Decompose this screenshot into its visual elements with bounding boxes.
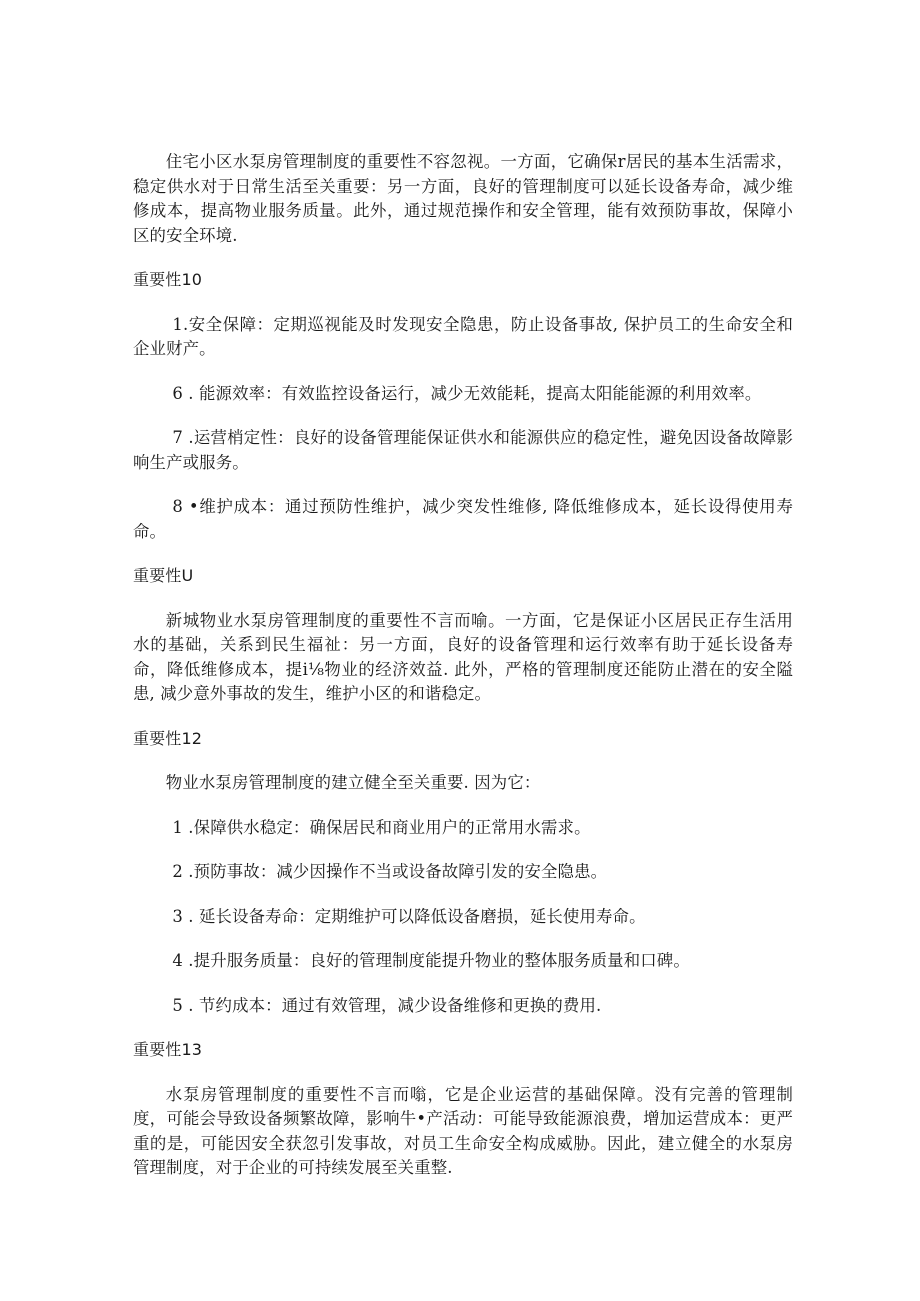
list-item: 8 •维护成本：通过预防性维护，减少突发性维修, 降低维修成本，延长设得使用寿命。: [133, 497, 793, 541]
list-item: 3 . 延长设备寿命：定期维护可以降低设备磨损，延长使用寿命。: [172, 906, 646, 926]
list-item: 5 . 节约成本：通过有效管理，减少设备维修和更换的费用.: [172, 995, 602, 1015]
section-paragraph-12: 物业水泵房管理制度的建立健全至关重要. 因为它：: [165, 773, 541, 792]
section-paragraph-11: 新城物业水泵房管理制度的重要性不言而喻。一方面，它是保证小区居民正存生活用水的基础，关系到民生福祉：另一方面，良好的设备管理和运行效率有助于延长设备寿命，降低维修成本，提i⅛物业的经济效益. 此外，严格的管理制度还能防止潜在的安全隘患, 减少意外事故的发生，维护小区的和谐稳定。: [133, 610, 793, 703]
section-heading-13: 重要性13: [133, 1040, 203, 1059]
section-heading-10: 重要性10: [133, 270, 203, 289]
section-paragraph-13: 水泵房管理制度的重要性不言而嗡，它是企业运营的基础保障。没有完善的管理制度，可能会导致设备频繁故障，影响牛•产活动：可能导致能源浪费，增加运营成本：更严重的是，可能因安全获忽引发事故，对员工生命安全构成威胁。因此，建立健全的水泵房管理制度，对于企业的可持续发展至关重整.: [133, 1084, 793, 1177]
intro-paragraph: 住宅小区水泵房管理制度的重要性不容忽视。一方面，它确保r居民的基本生活需求，稳定供水对于日常生活至关重要：另一方面，良好的管理制度可以延长设备寿命，减少维修成本，提高物业服务质量。此外，通过规范操作和安全管理，能有效预防事故，保障小区的安全环境.: [133, 152, 793, 245]
section-heading-11: 重要性U: [133, 566, 194, 585]
list-item: 6 . 能源效率：有效监控设备运行，减少无效能耗，提高太阳能能源的利用效率。: [172, 383, 762, 403]
section-heading-12: 重要性12: [133, 728, 203, 748]
list-item: 2 .预防事故：减少因操作不当或设备故障引发的安全隐患。: [172, 862, 608, 881]
list-item: 1 .保障供水稳定：确保居民和商业用户的正常用水需求。: [172, 817, 591, 837]
list-item: 1.安全保障：定期巡视能及时发现安全隐患，防止设备事故, 保护员工的生命安全和企业财产。: [133, 314, 793, 358]
list-item: 7 .运营梢定性：良好的设备管理能保证供水和能源供应的稳定性，避免因设备故障影响生产或服务。: [133, 428, 793, 472]
list-item: 4 .提升服务质量：良好的管理制度能提升物业的整体服务质量和口碑。: [172, 951, 690, 970]
document-body: [133, 150, 793, 1181]
